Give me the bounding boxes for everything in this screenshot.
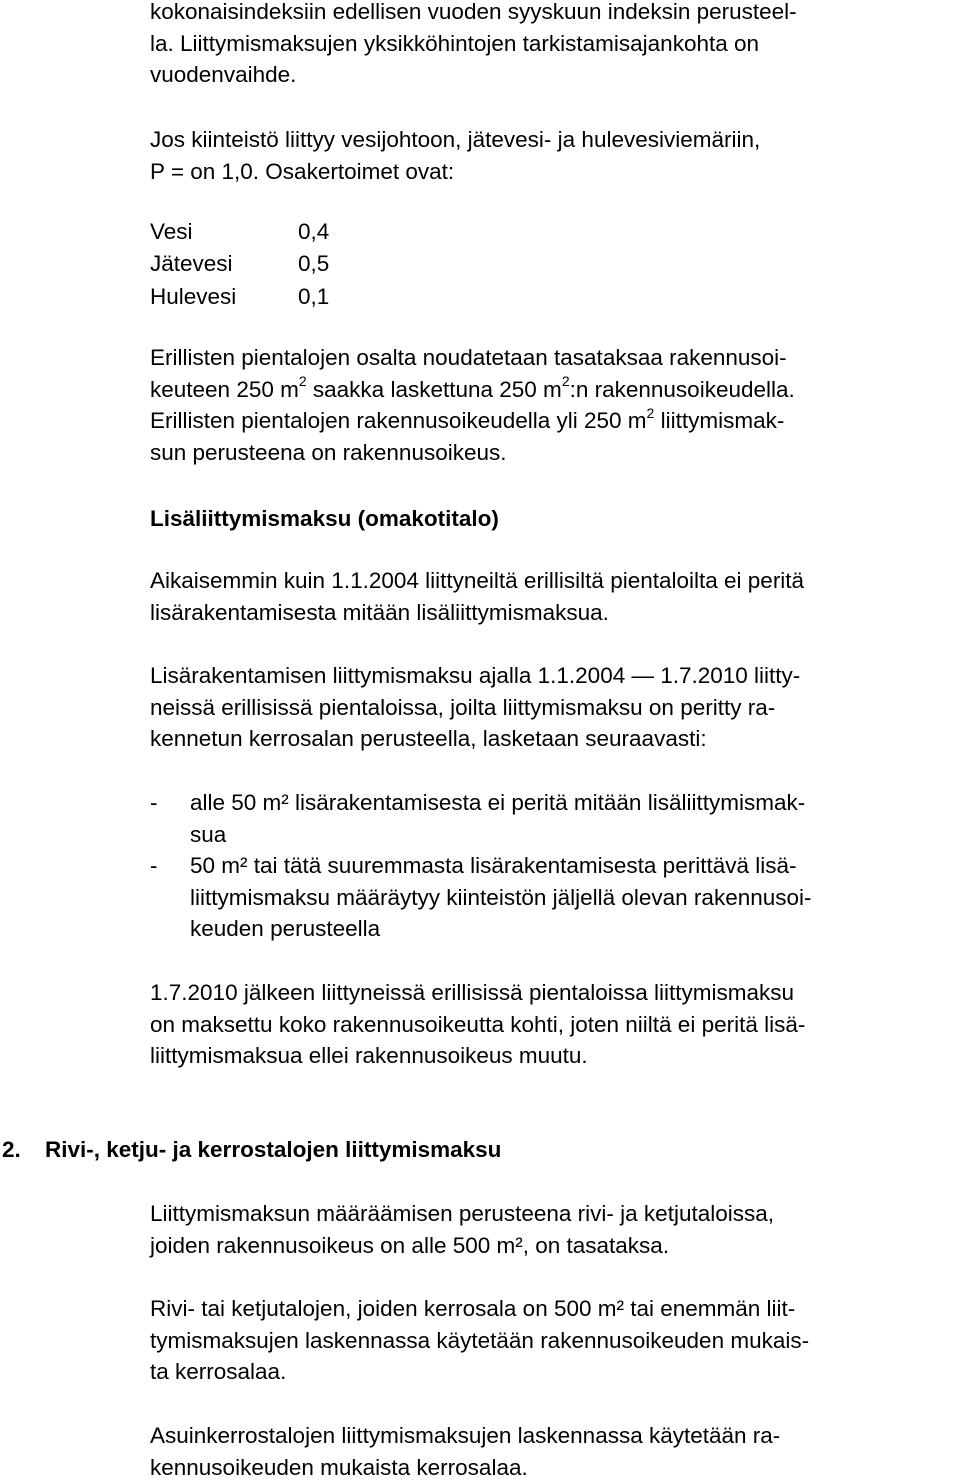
text-line: vuodenvaihde. — [150, 59, 950, 91]
table-row — [150, 248, 329, 281]
text-line: Asuinkerrostalojen liittymismaksujen laskennassa käytetään ra- — [150, 1420, 950, 1452]
table-row — [150, 280, 329, 313]
text-line: 50 m² tai tätä suuremmasta lisärakentamisesta perittävä lisä- — [190, 850, 812, 882]
text-line: sun perusteena on rakennusoikeus. — [150, 437, 950, 469]
text-line: Lisärakentamisen liittymismaksu ajalla 1.1.2004 — 1.7.2010 liitty- — [150, 660, 950, 692]
paragraph-apartment-buildings — [150, 1420, 950, 1483]
list-item-text — [190, 787, 805, 850]
paragraph-period — [150, 660, 950, 755]
bullet-dash: - — [150, 850, 158, 882]
text-fragment: :n rakennusoikeudella. — [570, 377, 795, 402]
table-row — [150, 215, 329, 248]
text-line: tymismaksujen laskennassa käytetään rakennusoikeuden mukais- — [150, 1325, 950, 1357]
text-line: kennusoikeuden mukaista kerrosalaa. — [150, 1452, 950, 1483]
factor-value: 0,4 — [298, 215, 329, 248]
text-line: Rivi- tai ketjutalojen, joiden kerrosala on 500 m² tai enemmän liit- — [150, 1293, 950, 1325]
paragraph-row-houses — [150, 1198, 950, 1261]
text-line: joiden rakennusoikeus on alle 500 m², on tasataksa. — [150, 1230, 950, 1262]
text-line — [150, 374, 950, 406]
text-line: Aikaisemmin kuin 1.1.2004 liittyneiltä erillisiltä pientaloilta ei peritä — [150, 565, 950, 597]
text-line — [150, 405, 950, 437]
text-line: ta kerrosalaa. — [150, 1356, 950, 1388]
text-line: liittymismaksu määräytyy kiinteistön jäljellä olevan rakennusoi- — [190, 882, 812, 914]
heading-text: Lisäliittymismaksu (omakotitalo) — [150, 503, 950, 535]
text-line: sua — [190, 819, 805, 851]
superscript: 2 — [562, 373, 570, 389]
factor-table — [150, 215, 329, 313]
text-fragment: saakka laskettuna 250 m — [307, 377, 562, 402]
factor-value: 0,1 — [298, 280, 329, 313]
list-item-text — [190, 850, 812, 945]
paragraph-row-houses-large — [150, 1293, 950, 1388]
paragraph-before-2004 — [150, 565, 950, 628]
superscript: 2 — [647, 405, 655, 421]
text-fragment: Erillisten pientalojen rakennusoikeudella yli 250 m — [150, 408, 647, 433]
text-line: la. Liittymismaksujen yksikköhintojen tarkistamisajankohta on — [150, 28, 950, 60]
text-fragment: keuteen 250 m — [150, 377, 299, 402]
paragraph-factor — [150, 124, 950, 187]
section-title: Rivi-, ketju- ja kerrostalojen liittymismaksu — [45, 1134, 501, 1166]
factor-name: Jätevesi — [150, 248, 298, 281]
factor-name: Vesi — [150, 215, 298, 248]
text-line: lisärakentamisesta mitään lisäliittymismaksua. — [150, 597, 950, 629]
text-line: keuden perusteella — [190, 913, 812, 945]
text-line: kennetun kerrosalan perusteella, lasketaan seuraavasti: — [150, 723, 950, 755]
text-line: neissä erillisissä pientaloissa, joilta liittymismaksu on peritty ra- — [150, 692, 950, 724]
bullet-dash: - — [150, 787, 158, 819]
text-line: 1.7.2010 jälkeen liittyneissä erillisissä pientaloissa liittymismaksu — [150, 977, 950, 1009]
factor-value: 0,5 — [298, 248, 329, 281]
superscript: 2 — [299, 373, 307, 389]
text-line: Jos kiinteistö liittyy vesijohtoon, jätevesi- ja hulevesiviemäriin, — [150, 124, 950, 156]
text-fragment: liittymismak- — [654, 408, 784, 433]
paragraph-after-2010 — [150, 977, 950, 1072]
text-line: on maksettu koko rakennusoikeutta kohti, joten niiltä ei peritä lisä- — [150, 1009, 950, 1041]
section-number: 2. — [2, 1134, 21, 1166]
paragraph-detached-houses — [150, 342, 950, 468]
factor-name: Hulevesi — [150, 280, 298, 313]
text-line: Liittymismaksun määräämisen perusteena rivi- ja ketjutaloissa, — [150, 1198, 950, 1230]
text-line: Erillisten pientalojen osalta noudatetaan tasataksaa rakennusoi- — [150, 342, 950, 374]
text-line: liittymismaksua ellei rakennusoikeus muutu. — [150, 1040, 950, 1072]
heading-additional-fee — [150, 503, 950, 535]
paragraph-intro — [150, 0, 950, 91]
text-line: P = on 1,0. Osakertoimet ovat: — [150, 156, 950, 188]
text-line: alle 50 m² lisärakentamisesta ei peritä mitään lisäliittymismak- — [190, 787, 805, 819]
text-line: kokonaisindeksiin edellisen vuoden syyskuun indeksin perusteel- — [150, 0, 950, 28]
